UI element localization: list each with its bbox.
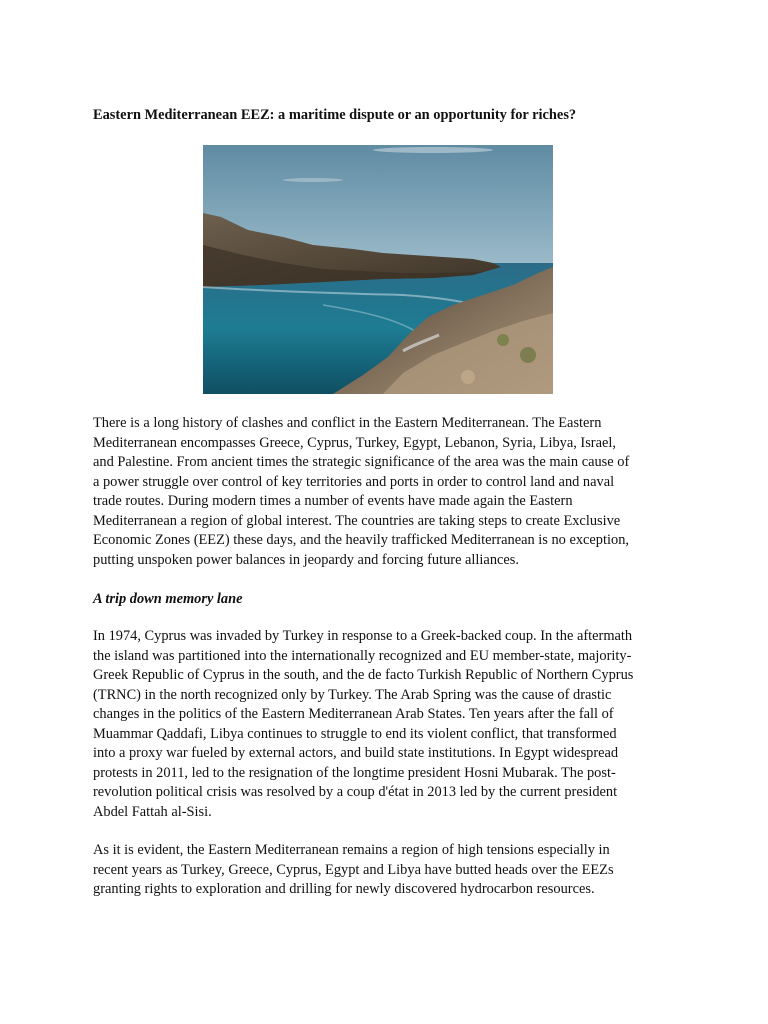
text-line: and Palestine. From ancient times the strategic significance of the area was the main cause of bbox=[93, 454, 630, 470]
intro-paragraph bbox=[93, 414, 683, 570]
coastline-photo bbox=[203, 145, 553, 394]
conclusion-paragraph bbox=[93, 841, 683, 900]
text-line: recent years as Turkey, Greece, Cyprus, Egypt and Libya have butted heads over the EEZs bbox=[93, 861, 614, 878]
text-line: Mediterranean a region of global interest. The countries are taking steps to create Exclusive bbox=[93, 512, 621, 529]
text-line: revolution political crisis was resolved by a coup d'état in 2013 led by the current president bbox=[93, 784, 618, 800]
text-line: protests in 2011, led to the resignation of the longtime president Hosni Mubarak. The post- bbox=[93, 764, 616, 781]
text-line: (TRNC) in the north recognized only by Turkey. The Arab Spring was the cause of drastic bbox=[93, 686, 612, 703]
text-line: There is a long history of clashes and conflict in the Eastern Mediterranean. The Eastern bbox=[93, 415, 602, 431]
coastline-photo-icon bbox=[203, 145, 553, 394]
section-heading: A trip down memory lane bbox=[93, 591, 243, 607]
text-line: In 1974, Cyprus was invaded by Turkey in response to a Greek-backed coup. In the aftermath bbox=[93, 628, 633, 644]
text-line: Abdel Fattah al-Sisi. bbox=[93, 803, 212, 820]
text-line: granting rights to exploration and drilling for newly discovered hydrocarbon resources. bbox=[93, 881, 595, 897]
text-line: trade routes. During modern times a number of events have made again the Eastern bbox=[93, 493, 573, 509]
text-line: Mediterranean encompasses Greece, Cyprus, Turkey, Egypt, Lebanon, Syria, Libya, Israel, bbox=[93, 434, 616, 451]
text-line: changes in the politics of the Eastern Mediterranean Arab States. Ten years after the fall of bbox=[93, 706, 614, 722]
text-line: Muammar Qaddafi, Libya continues to struggle to end its violent conflict, that transformed bbox=[93, 725, 617, 742]
document-title: Eastern Mediterranean EEZ: a maritime dispute or an opportunity for riches? bbox=[93, 107, 577, 123]
document-page bbox=[93, 105, 683, 900]
history-paragraph bbox=[93, 627, 683, 822]
text-line: Greek Republic of Cyprus in the south, and the de facto Turkish Republic of Northern Cyprus bbox=[93, 667, 634, 683]
text-line: As it is evident, the Eastern Mediterranean remains a region of high tensions especially in bbox=[93, 842, 610, 858]
text-line: Economic Zones (EEZ) these days, and the heavily trafficked Mediterranean is no exception, bbox=[93, 532, 629, 548]
text-line: putting unspoken power balances in jeopardy and forcing future alliances. bbox=[93, 551, 519, 568]
text-line: into a proxy war fueled by external actors, and build state institutions. In Egypt widespread bbox=[93, 745, 619, 761]
text-line: a power struggle over control of key territories and ports in order to control land and naval bbox=[93, 473, 615, 490]
text-line: the island was partitioned into the internationally recognized and EU member-state, majority- bbox=[93, 647, 632, 664]
